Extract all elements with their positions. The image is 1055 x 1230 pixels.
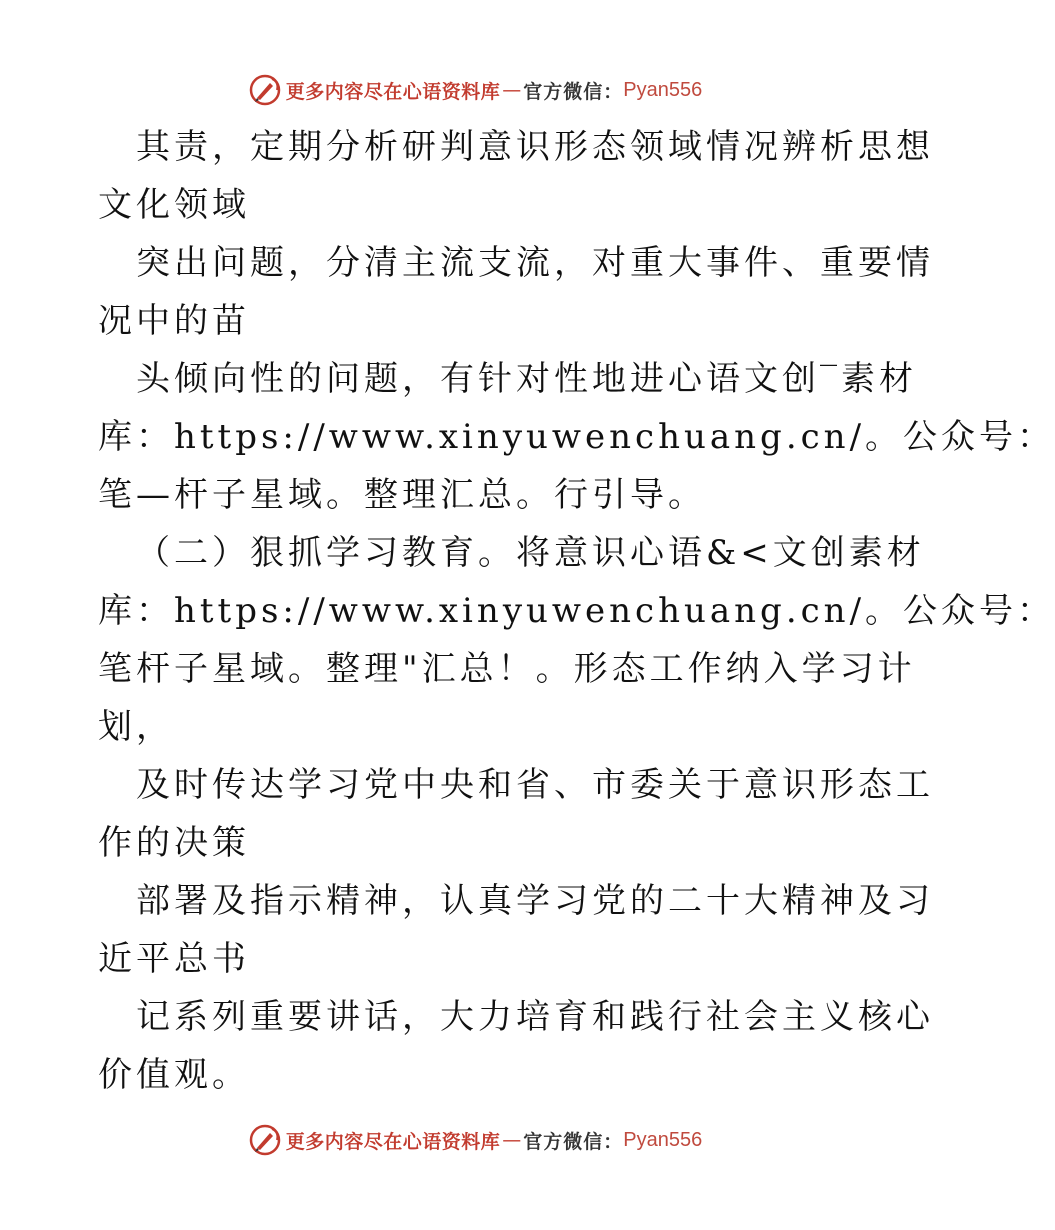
text-line: 及时传达学习党中央和省、市委关于意识形态工 bbox=[136, 765, 934, 805]
text-line: 记系列重要讲话，大力培育和践行社会主义核心 bbox=[136, 997, 934, 1037]
banner-dash: — bbox=[502, 79, 522, 101]
pen-logo-icon bbox=[248, 1123, 282, 1157]
text-line: 近平总书 bbox=[98, 939, 250, 979]
banner-wechat-label: 官方微信： bbox=[523, 80, 624, 103]
text-line: 况中的苗 bbox=[98, 301, 250, 341]
banner-wechat-id: Pyan556 bbox=[623, 1128, 703, 1151]
header-watermark-banner bbox=[0, 72, 950, 108]
text-line: 突出问题，分清主流支流，对重大事件、重要情 bbox=[136, 243, 934, 283]
text-line: 作的决策 bbox=[98, 823, 250, 863]
text-line: 库：https://www.xinyuwenchuang.cn/。公众号： bbox=[98, 591, 1055, 631]
banner-main-text: 更多内容尽在心语资料库 bbox=[285, 80, 501, 103]
text-line: 头倾向性的问题，有针对性地进心语文创‾素材 bbox=[136, 359, 917, 399]
text-line: 划， bbox=[98, 707, 174, 747]
text-line: 笔杆子星域。整理"汇总！。形态工作纳入学习计 bbox=[98, 649, 916, 689]
text-line: 价值观。 bbox=[98, 1055, 250, 1095]
banner-wechat-id: Pyan556 bbox=[623, 78, 703, 101]
text-line: 文化领域 bbox=[98, 185, 250, 225]
banner-dash: — bbox=[502, 1129, 522, 1151]
document-body bbox=[98, 118, 1055, 1104]
banner-wechat-label: 官方微信： bbox=[523, 1130, 624, 1153]
text-line: （二）狠抓学习教育。将意识心语&<文创素材 bbox=[136, 533, 925, 573]
text-line: 其责，定期分析研判意识形态领域情况辨析思想 bbox=[136, 127, 934, 167]
pen-logo-icon bbox=[248, 73, 282, 107]
text-line: 部署及指示精神，认真学习党的二十大精神及习 bbox=[136, 881, 934, 921]
footer-watermark-banner bbox=[0, 1122, 950, 1158]
text-line: 笔—杆子星域。整理汇总。行引导。 bbox=[98, 475, 706, 515]
banner-main-text: 更多内容尽在心语资料库 bbox=[285, 1130, 501, 1153]
text-line: 库：https://www.xinyuwenchuang.cn/。公众号： bbox=[98, 417, 1055, 457]
